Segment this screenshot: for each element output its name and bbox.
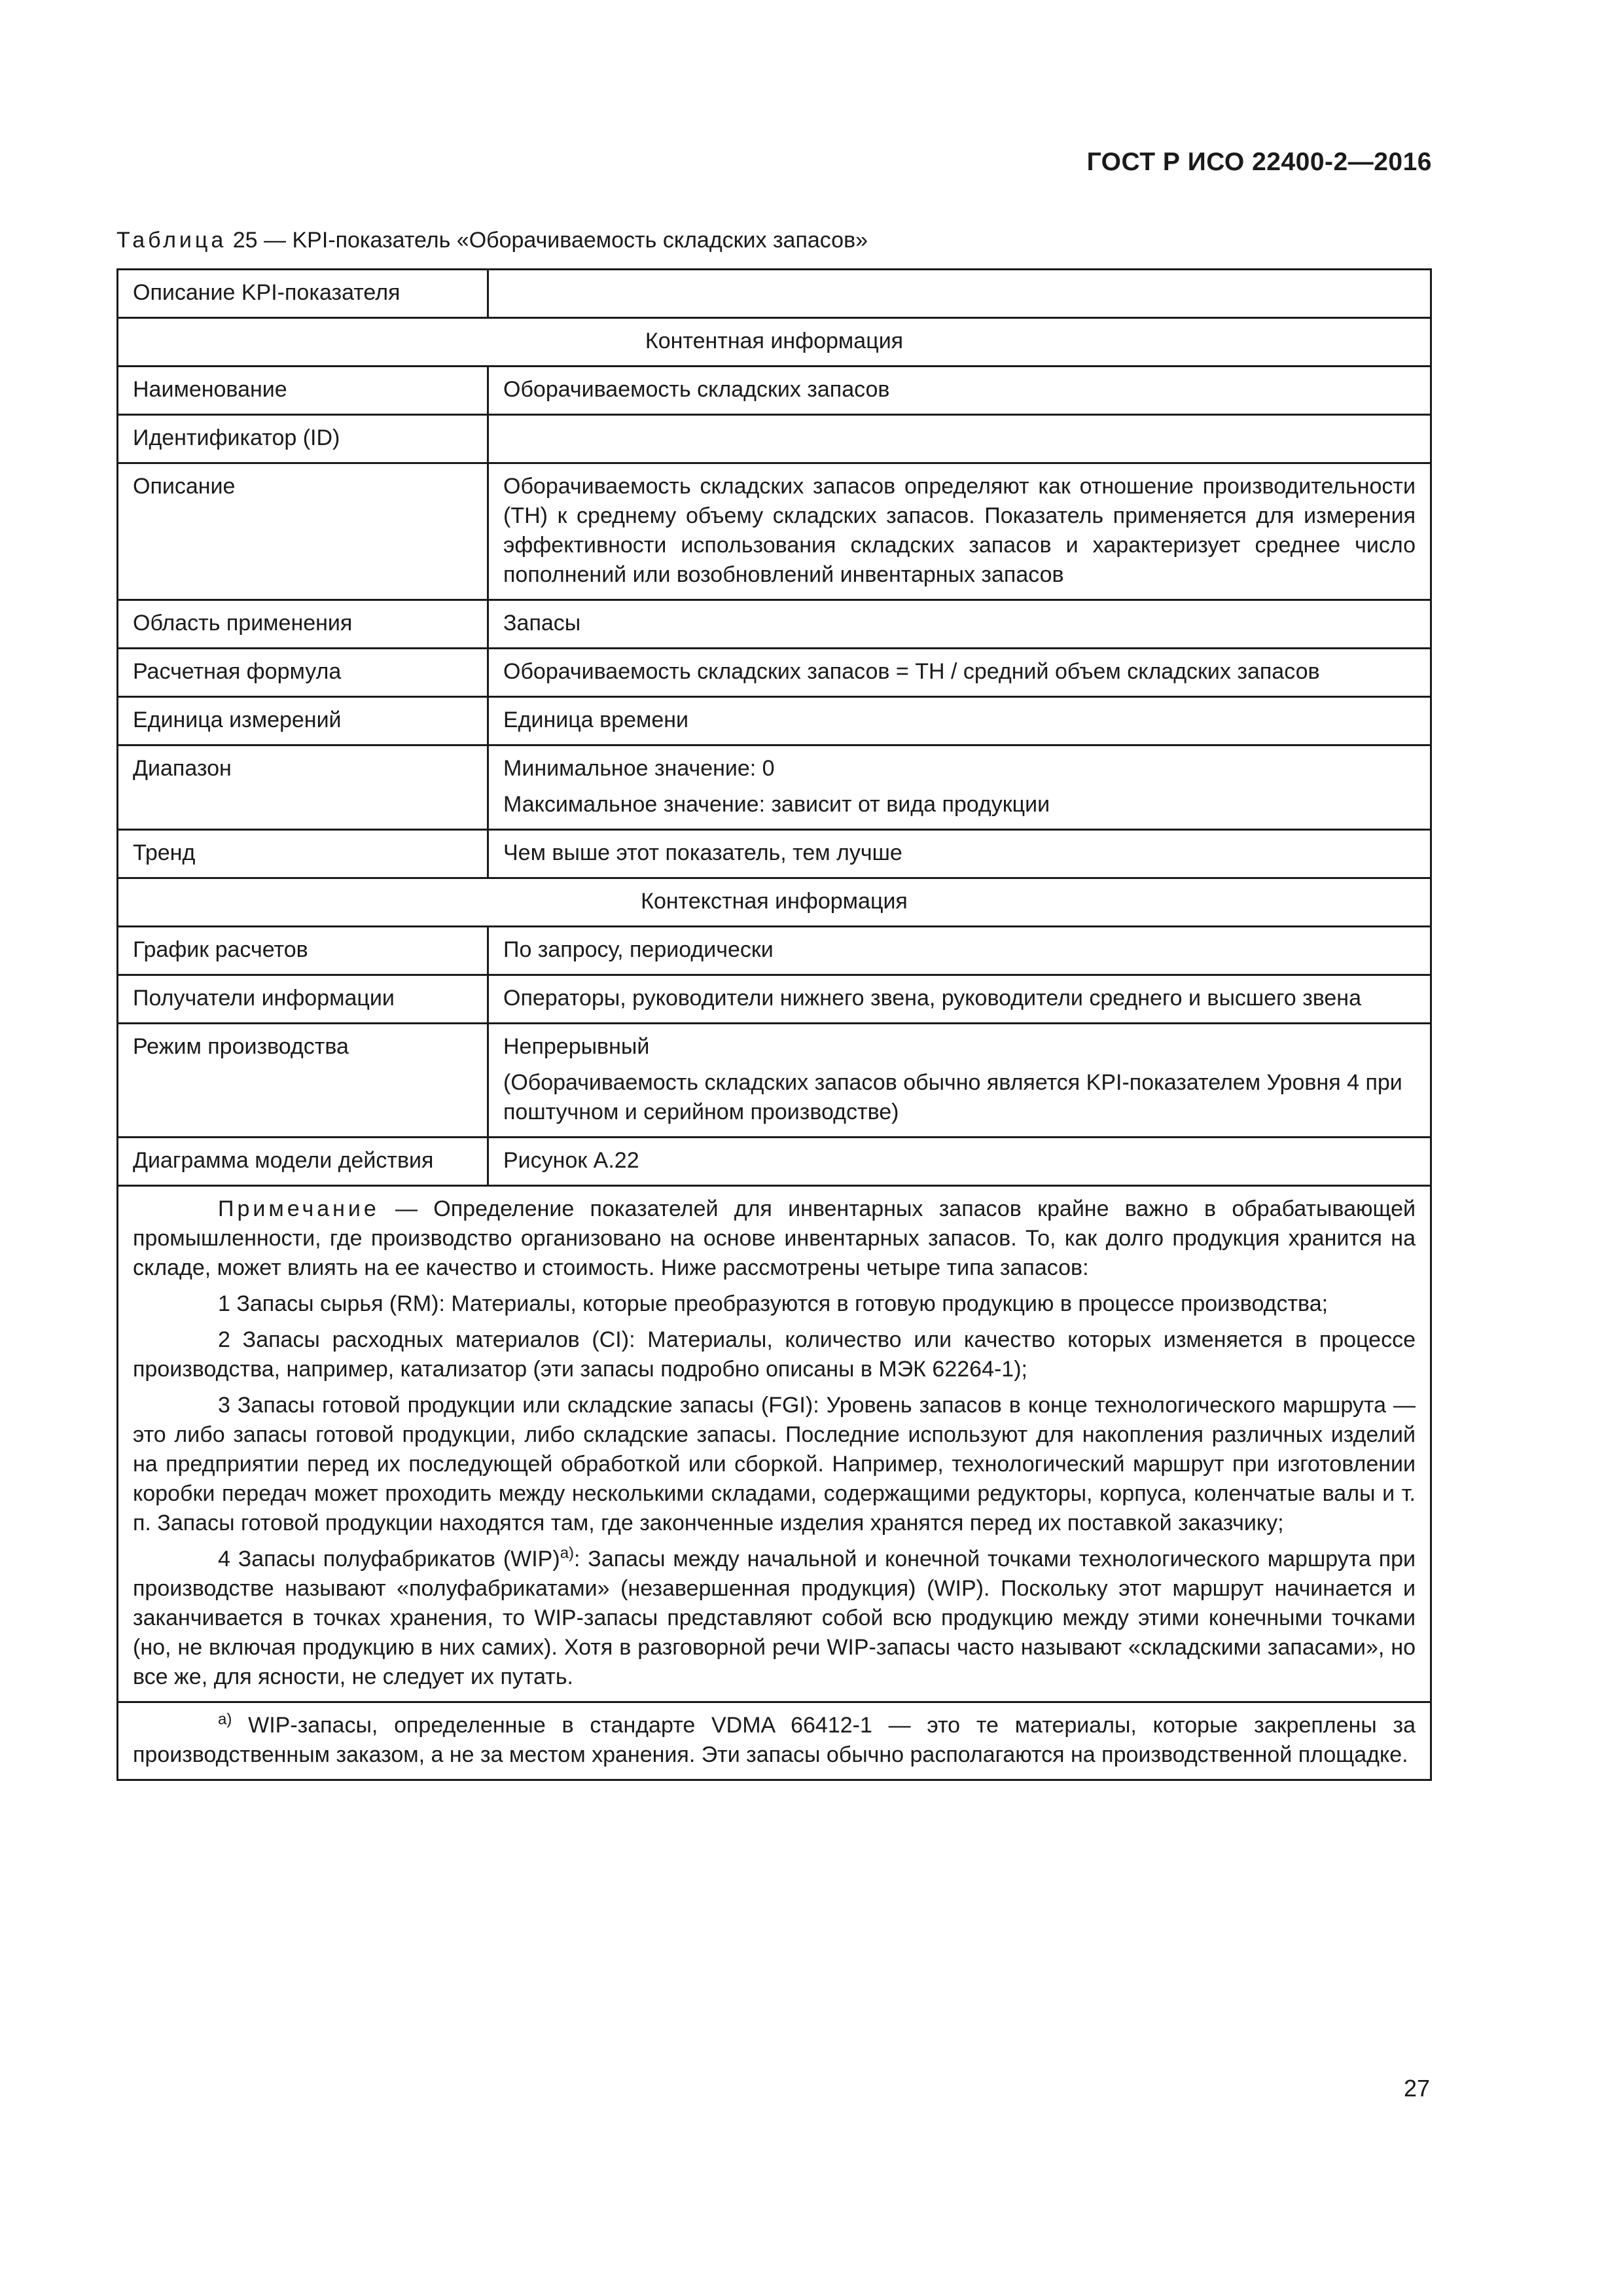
- table-row: [118, 745, 1431, 830]
- footnote-row: [118, 1702, 1431, 1780]
- note-row: [118, 1186, 1431, 1702]
- table-row: [118, 927, 1431, 975]
- table-row: [118, 830, 1431, 878]
- footnote-ref: а): [560, 1544, 575, 1562]
- note-intro-text: — Определение показателей для инвентарных запасов крайне важно в обрабатывающей промышленности, где производство организовано на основе инвентарных запасов. То, как долго продукция хранится на складе, может влиять на ее качество и стоимость. Ниже рассмотрены четыре типа запасов:: [133, 1196, 1416, 1280]
- table-row: [118, 463, 1431, 600]
- table-caption-title: 25 — KPI-показатель «Оборачиваемость складских запасов»: [226, 228, 868, 253]
- section-heading-context: Контекстная информация: [118, 878, 1431, 927]
- row-label: Описание KPI-показателя: [118, 270, 488, 318]
- row-value: Запасы: [488, 600, 1431, 649]
- section-row: [118, 318, 1431, 367]
- row-label: Идентификатор (ID): [118, 415, 488, 463]
- section-heading-content: Контентная информация: [118, 318, 1431, 367]
- range-min: Минимальное значение: 0: [503, 756, 775, 781]
- row-value: По запросу, периодически: [488, 927, 1431, 975]
- note-intro: [133, 1194, 1416, 1283]
- row-value: Рисунок А.22: [488, 1138, 1431, 1186]
- note-cell: [118, 1186, 1431, 1702]
- table-row: [118, 367, 1431, 415]
- page-number: 27: [1403, 2075, 1430, 2102]
- table-row: [118, 415, 1431, 463]
- production-mode-value: Непрерывный: [503, 1034, 650, 1059]
- row-label: Расчетная формула: [118, 649, 488, 697]
- table-row: [118, 697, 1431, 745]
- row-value: Оборачиваемость складских запасов = TH / средний объем складских запасов: [488, 649, 1431, 697]
- table-row: [118, 270, 1431, 318]
- row-label: Получатели информации: [118, 975, 488, 1024]
- row-value: Операторы, руководители нижнего звена, руководители среднего и высшего звена: [488, 975, 1431, 1024]
- table-row: [118, 975, 1431, 1024]
- range-max: Максимальное значение: зависит от вида продукции: [503, 792, 1050, 817]
- note-label: Примечание: [218, 1196, 380, 1221]
- note-item-2: 2 Запасы расходных материалов (CI): Материалы, количество или качество которых изменяется в процессе производства, например, катализатор (эти запасы подробно описаны в МЭК 62264-1);: [133, 1327, 1416, 1382]
- table-row: [118, 600, 1431, 649]
- production-mode-extra: (Оборачиваемость складских запасов обычно является KPI-показателем Уровня 4 при поштучном и серийном производстве): [503, 1070, 1402, 1124]
- footnote-text: WIP-запасы, определенные в стандарте VDMA 66412-1 — это те материалы, которые закреплены за производственным заказом, а не за местом хранения. Эти запасы обычно располагаются на производственной площадке.: [133, 1713, 1416, 1767]
- row-label: Диаграмма модели действия: [118, 1138, 488, 1186]
- row-label: Диапазон: [118, 745, 488, 830]
- table-caption-label: Таблица: [116, 228, 227, 253]
- row-value: [488, 745, 1431, 830]
- table-row: [118, 649, 1431, 697]
- section-row: [118, 878, 1431, 927]
- row-value: Чем выше этот показатель, тем лучше: [488, 830, 1431, 878]
- table-caption: [116, 228, 868, 253]
- note-item-3: 3 Запасы готовой продукции или складские запасы (FGI): Уровень запасов в конце технологического маршрута — это либо запасы готовой продукции, либо складские запасы. Последние используют для накопления различных изделий на предприятии перед их последующей обработкой или сборкой. Например, технологический маршрут при изготовлении коробки передач может проходить между несколькими складами, содержащими редукторы, корпуса, коленчатые валы и т. п. Запасы готовой продукции находятся там, где законченные изделия хранятся перед их поставкой заказчику;: [133, 1393, 1416, 1535]
- footnote: [133, 1711, 1416, 1770]
- table-row: [118, 1024, 1431, 1138]
- document-header: ГОСТ Р ИСО 22400-2—2016: [1086, 148, 1432, 176]
- kpi-table: [116, 268, 1432, 1781]
- row-value: [488, 1024, 1431, 1138]
- note-item-4-rest: : Запасы между начальной и конечной точками технологического маршрута при производстве называют «полуфабрикатами» (незавершенная продукция) (WIP). Поскольку этот маршрут начинается и заканчивается в точках хранения, то WIP-запасы представляют собой всю продукцию между этими конечными точками (но, не включая продукцию в них самих). Хотя в разговорной речи WIP-запасы часто называют «складскими запасами», но все же, для ясности, не следует их путать.: [133, 1547, 1416, 1689]
- footnote-marker: а): [218, 1710, 232, 1729]
- row-value: Оборачиваемость складских запасов: [488, 367, 1431, 415]
- row-label: Область применения: [118, 600, 488, 649]
- row-value: Оборачиваемость складских запасов определяют как отношение производительности (TH) к среднему объему складских запасов. Показатель применяется для измерения эффективности использования складских запасов и характеризует среднее число пополнений или возобновлений инвентарных запасов: [488, 463, 1431, 600]
- note-item-1: 1 Запасы сырья (RM): Материалы, которые преобразуются в готовую продукцию в процессе производства;: [218, 1291, 1329, 1316]
- row-value: [488, 270, 1431, 318]
- row-label: Режим производства: [118, 1024, 488, 1138]
- note-item-4-start: 4 Запасы полуфабрикатов (WIP): [218, 1547, 560, 1571]
- row-label: Тренд: [118, 830, 488, 878]
- row-label: Описание: [118, 463, 488, 600]
- note-item-4: [133, 1545, 1416, 1692]
- table-row: [118, 1138, 1431, 1186]
- footnote-cell: [118, 1702, 1431, 1780]
- row-label: Наименование: [118, 367, 488, 415]
- row-value: Единица времени: [488, 697, 1431, 745]
- row-value: [488, 415, 1431, 463]
- row-label: График расчетов: [118, 927, 488, 975]
- row-label: Единица измерений: [118, 697, 488, 745]
